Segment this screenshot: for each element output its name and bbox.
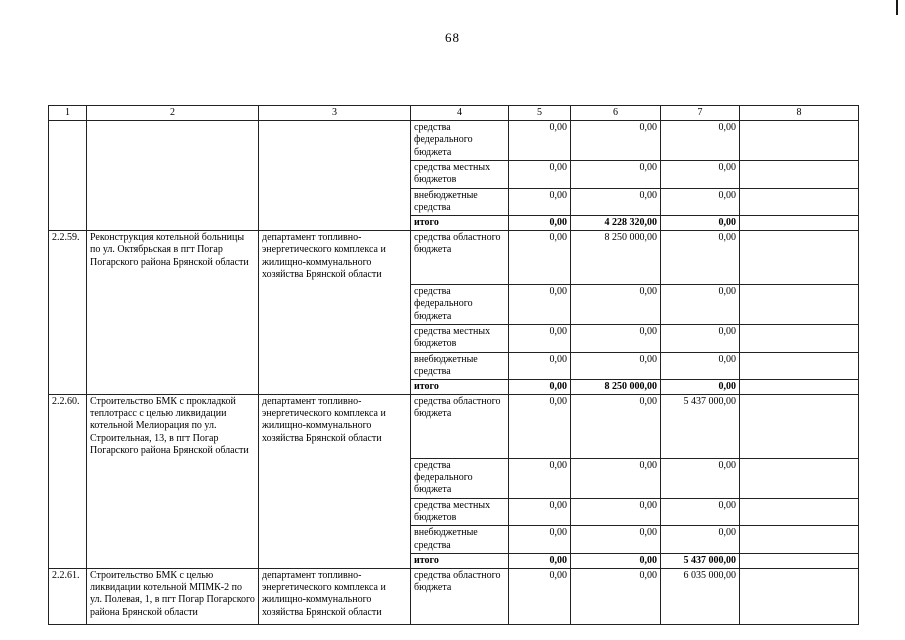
cell-value: 0,00 bbox=[661, 285, 740, 325]
cell-empty bbox=[740, 553, 859, 568]
cell-value: 0,00 bbox=[661, 161, 740, 188]
cell-value: 0,00 bbox=[571, 459, 661, 499]
cell-empty bbox=[740, 459, 859, 499]
cell-funding-label: итого bbox=[411, 215, 509, 230]
cell-funding-label: внебюджетные средства bbox=[411, 526, 509, 553]
cell-funding-label: средства местных бюджетов bbox=[411, 161, 509, 188]
cell-value: 0,00 bbox=[571, 285, 661, 325]
cell-value: 0,00 bbox=[571, 526, 661, 553]
cell-value: 8 250 000,00 bbox=[571, 231, 661, 285]
cell-value: 0,00 bbox=[509, 499, 571, 526]
cell-empty bbox=[740, 121, 859, 161]
column-number-header: 2 bbox=[87, 106, 259, 121]
cell-item-name: Реконструкция котельной больницы по ул. Октябрьская в пгт Погар Погарского района Брянской области bbox=[87, 231, 259, 395]
cell-value: 0,00 bbox=[571, 161, 661, 188]
cell-department: департамент топливно-энергетического комплекса и жилищно-коммунального хозяйства Брянской области bbox=[259, 231, 411, 395]
cell-value: 0,00 bbox=[661, 352, 740, 379]
cell-value: 0,00 bbox=[661, 499, 740, 526]
cell-funding-label: средства местных бюджетов bbox=[411, 499, 509, 526]
cell-value: 0,00 bbox=[571, 395, 661, 459]
column-number-header: 7 bbox=[661, 106, 740, 121]
table-row bbox=[49, 395, 859, 459]
cell-value: 0,00 bbox=[661, 379, 740, 394]
page-number: 68 bbox=[445, 30, 460, 45]
cell-value: 0,00 bbox=[509, 459, 571, 499]
column-number-header: 6 bbox=[571, 106, 661, 121]
cell-value: 0,00 bbox=[509, 526, 571, 553]
cell-value: 0,00 bbox=[509, 553, 571, 568]
cell-funding-label: итого bbox=[411, 379, 509, 394]
scan-artifact-mark bbox=[896, 0, 898, 15]
cell-value: 0,00 bbox=[571, 325, 661, 352]
cell-value: 0,00 bbox=[509, 231, 571, 285]
cell-value: 0,00 bbox=[661, 231, 740, 285]
cell-item-id: 2.2.59. bbox=[49, 231, 87, 395]
cell-value: 0,00 bbox=[509, 569, 571, 625]
cell-funding-label: средства федерального бюджета bbox=[411, 285, 509, 325]
budget-table bbox=[48, 105, 859, 625]
cell-funding-label: средства областного бюджета bbox=[411, 395, 509, 459]
cell-empty bbox=[740, 215, 859, 230]
cell-item-name: Строительство БМК с прокладкой теплотрасс с целью ликвидации котельной Мелиорация по ул. Строительная, 13, в пгт Погар Погарского района Брянской области bbox=[87, 395, 259, 569]
cell-value: 0,00 bbox=[509, 215, 571, 230]
cell-value: 6 035 000,00 bbox=[661, 569, 740, 625]
cell-empty bbox=[740, 395, 859, 459]
cell-value: 5 437 000,00 bbox=[661, 395, 740, 459]
cell-value: 0,00 bbox=[509, 352, 571, 379]
cell-value: 0,00 bbox=[571, 121, 661, 161]
cell-value: 0,00 bbox=[571, 188, 661, 215]
cell-value: 0,00 bbox=[509, 395, 571, 459]
cell-funding-label: итого bbox=[411, 553, 509, 568]
cell-value: 0,00 bbox=[509, 121, 571, 161]
cell-funding-label: внебюджетные средства bbox=[411, 352, 509, 379]
cell-value: 0,00 bbox=[509, 325, 571, 352]
cell-value: 0,00 bbox=[571, 499, 661, 526]
cell-funding-label: средства федерального бюджета bbox=[411, 121, 509, 161]
cell-item-name bbox=[87, 121, 259, 231]
cell-funding-label: средства областного бюджета bbox=[411, 569, 509, 625]
cell-value: 0,00 bbox=[509, 379, 571, 394]
cell-value: 0,00 bbox=[661, 188, 740, 215]
cell-empty bbox=[740, 325, 859, 352]
column-number-header: 4 bbox=[411, 106, 509, 121]
cell-value: 0,00 bbox=[571, 569, 661, 625]
cell-empty bbox=[740, 352, 859, 379]
cell-item-id: 2.2.61. bbox=[49, 569, 87, 625]
cell-value: 0,00 bbox=[509, 285, 571, 325]
cell-value: 8 250 000,00 bbox=[571, 379, 661, 394]
cell-department: департамент топливно-энергетического комплекса и жилищно-коммунального хозяйства Брянской области bbox=[259, 395, 411, 569]
cell-value: 0,00 bbox=[661, 121, 740, 161]
cell-value: 0,00 bbox=[661, 459, 740, 499]
cell-value: 4 228 320,00 bbox=[571, 215, 661, 230]
column-number-header: 3 bbox=[259, 106, 411, 121]
cell-empty bbox=[740, 188, 859, 215]
cell-value: 0,00 bbox=[509, 188, 571, 215]
cell-empty bbox=[740, 379, 859, 394]
cell-value: 5 437 000,00 bbox=[661, 553, 740, 568]
column-number-header: 8 bbox=[740, 106, 859, 121]
cell-department: департамент топливно-энергетического комплекса и жилищно-коммунального хозяйства Брянской области bbox=[259, 569, 411, 625]
cell-empty bbox=[740, 161, 859, 188]
cell-value: 0,00 bbox=[571, 553, 661, 568]
cell-item-id bbox=[49, 121, 87, 231]
cell-empty bbox=[740, 231, 859, 285]
column-number-row bbox=[49, 106, 859, 121]
cell-funding-label: средства федерального бюджета bbox=[411, 459, 509, 499]
cell-empty bbox=[740, 526, 859, 553]
table-row bbox=[49, 569, 859, 625]
budget-table-body bbox=[49, 106, 859, 625]
cell-value: 0,00 bbox=[661, 325, 740, 352]
column-number-header: 1 bbox=[49, 106, 87, 121]
cell-item-name: Строительство БМК с целью ликвидации котельной МПМК-2 по ул. Полевая, 1, в пгт Погар Погарского района Брянской области bbox=[87, 569, 259, 625]
cell-value: 0,00 bbox=[661, 526, 740, 553]
cell-value: 0,00 bbox=[571, 352, 661, 379]
cell-empty bbox=[740, 285, 859, 325]
cell-department bbox=[259, 121, 411, 231]
cell-funding-label: внебюджетные средства bbox=[411, 188, 509, 215]
table-row bbox=[49, 231, 859, 285]
cell-funding-label: средства областного бюджета bbox=[411, 231, 509, 285]
cell-funding-label: средства местных бюджетов bbox=[411, 325, 509, 352]
column-number-header: 5 bbox=[509, 106, 571, 121]
cell-value: 0,00 bbox=[509, 161, 571, 188]
table-row bbox=[49, 121, 859, 161]
cell-item-id: 2.2.60. bbox=[49, 395, 87, 569]
cell-value: 0,00 bbox=[661, 215, 740, 230]
cell-empty bbox=[740, 499, 859, 526]
cell-empty bbox=[740, 569, 859, 625]
